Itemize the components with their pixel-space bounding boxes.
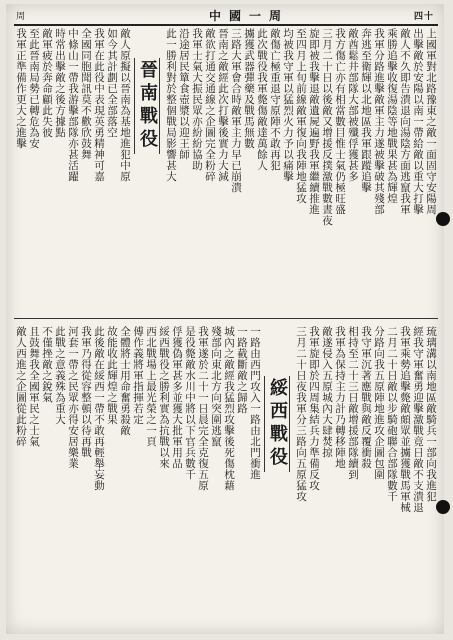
text-column: 我軍在此役中表現英勇精神可嘉 xyxy=(93,28,105,182)
text-column: 我軍遂於二十一日晨完全克復五原 xyxy=(197,326,209,491)
text-column: 我方傷亡亦有相當數目惟士氣仍極旺盛 xyxy=(334,28,346,215)
text-column: 我軍分路進擊敵軍主力遂被擊破其殘部 xyxy=(373,28,385,215)
text-column: 相持至二十三日敵增援部隊續到 xyxy=(347,326,359,480)
text-column: 敵傷亡極重退守原陣不敢再犯 xyxy=(269,28,281,171)
text-column: 此後敵在綏西一帶不敢再輕舉妄動 xyxy=(93,326,105,491)
text-column: 敵人西進之企圖從此粉碎 xyxy=(15,326,27,447)
text-column: 敵遂侵入五原城內大肆焚掠 xyxy=(321,326,333,458)
text-column: 全體將士用命奮勇殺敵 xyxy=(119,326,131,436)
text-column: 沿途居民簞食壺漿以迎王師 xyxy=(178,28,190,160)
section-divider xyxy=(14,318,438,319)
text-column: 出擊敵於安陽以南一帶給敵以重大打擊 xyxy=(412,28,424,215)
text-column: 一路截斷敵之歸路 xyxy=(236,326,248,414)
text-column: 上國軍對北路豫東之敵一面固守安陽周 xyxy=(425,28,437,215)
text-column: 琉璃溝以南地區敵騎兵一部向我進犯 xyxy=(425,326,437,502)
text-column: 河套一帶之民眾亦得安居樂業 xyxy=(67,326,79,469)
text-column: 擄獲武器彈藥及戰馬無數 xyxy=(243,28,255,149)
text-column: 時常出擊敵之後方據點 xyxy=(54,28,66,138)
text-column: 至四月上旬前線敵軍復向我陣地猛攻 xyxy=(295,28,307,204)
text-column: 三月二十日以後敵又增援反撲激戰數晝夜 xyxy=(321,28,333,226)
section-heading-top: 晉南戰役 xyxy=(134,58,160,154)
text-column: 晉南之敵經此次打擊後實力大減 xyxy=(217,28,229,182)
text-column: 殘部向東北方向突圍逃竄 xyxy=(210,326,222,447)
text-column: 此一勝利對於整個戰局影響甚大 xyxy=(165,28,177,182)
binding-hole-top xyxy=(436,212,450,226)
text-column: 中條山一帶我游擊部隊亦甚活躍 xyxy=(67,28,79,182)
text-column: 經我守軍奮勇迎擊激戰竟日敵不支潰退 xyxy=(412,326,424,513)
text-column: 我軍正準備作更大之進擊 xyxy=(15,28,27,149)
text-column: 我軍乃得從容整頓以待再戰 xyxy=(80,326,92,458)
text-column: 我軍旋即於四周集結兵力準備反攻 xyxy=(308,326,320,491)
page-number: 四十 xyxy=(413,12,434,22)
text-column: 此次戰役我軍斃傷敵達萬餘人 xyxy=(256,28,268,171)
binding-hole-bottom xyxy=(436,500,450,514)
text-column: 故能收此輝煌之戰果 xyxy=(106,326,118,425)
text-column: 敵人不久即告潰退向湯陰方面逃竄我軍 xyxy=(399,28,411,215)
text-column: 全國同胞聞訊莫不歡欣鼓舞 xyxy=(80,28,92,160)
text-column: 三路大軍會合時敵軍主力早已崩潰 xyxy=(230,28,242,193)
text-column: 俘獲偽軍甚多並獲大批軍用品 xyxy=(171,326,183,469)
text-column: 分路向我五原陣地進攻企圖包圍 xyxy=(373,326,385,480)
text-column: 敵酋鬆井部隊大部被殲俘獲甚多 xyxy=(347,28,359,182)
text-column: 敵人原擬以晉南為基地進犯中原 xyxy=(119,28,131,182)
text-column: 綏西戰役之勝利實為抗戰以來 xyxy=(158,326,170,469)
text-column: 是役斃敵水川中將以下官兵數千 xyxy=(184,326,196,480)
header-left-mark: 周 xyxy=(16,12,27,22)
publication-title: 中國一周 xyxy=(208,9,289,23)
text-column: 城內之敵經我猛烈攻擊後死傷枕藉 xyxy=(223,326,235,491)
page-header xyxy=(14,6,438,26)
text-column: 西北戰場上最光榮之一頁 xyxy=(145,326,157,447)
text-column: 二月二十日敵以步騎砲聯合部隊數千 xyxy=(386,326,398,502)
newspaper-page xyxy=(6,4,444,634)
article-bottom xyxy=(14,326,438,630)
article-top xyxy=(14,28,438,314)
text-column: 不僅挫敵之銳氣 xyxy=(41,326,53,403)
text-column: 此戰之意義殊為重大 xyxy=(54,326,66,425)
text-column: 我守軍沉著應戰與敵反覆衝殺 xyxy=(360,326,372,469)
text-column: 旋即被我擊退敵遺屍遍野我軍繼續推進 xyxy=(308,28,320,215)
text-column: 我軍乘勢追擊斃敵頗眾並擄獲戰馬軍械 xyxy=(399,326,411,513)
text-column: 且鼓舞我全國軍民之士氣 xyxy=(28,326,40,447)
text-column: 我軍士氣大振民眾亦紛紛協助 xyxy=(191,28,203,171)
text-column: 乘勝追擊收復湯陰等地戰果甚為輝煌 xyxy=(386,28,398,204)
text-column: 傅作義將軍指揮若定 xyxy=(132,326,144,425)
text-column: 一路由西門攻入一路由北門衝進 xyxy=(249,326,261,480)
text-column: 我軍為保持主力計乃轉移陣地 xyxy=(334,326,346,469)
text-column: 如今其計劃已全部落空 xyxy=(106,28,118,138)
text-column: 敵軍疲於奔命顧此失彼 xyxy=(41,28,53,138)
text-column: 三月二十日夜我軍分三路向五原猛攻 xyxy=(295,326,307,502)
section-heading-bottom: 綏西戰役 xyxy=(264,376,290,472)
text-column: 敵欲打通交通線之企圖完全粉碎 xyxy=(204,28,216,182)
text-column: 至此晉南局勢已轉危為安 xyxy=(28,28,40,149)
text-column: 奔逃至衛輝以北地區我軍跟蹤追擊 xyxy=(360,28,372,193)
text-column: 均被我守軍以猛烈火力予以痛擊 xyxy=(282,28,294,182)
